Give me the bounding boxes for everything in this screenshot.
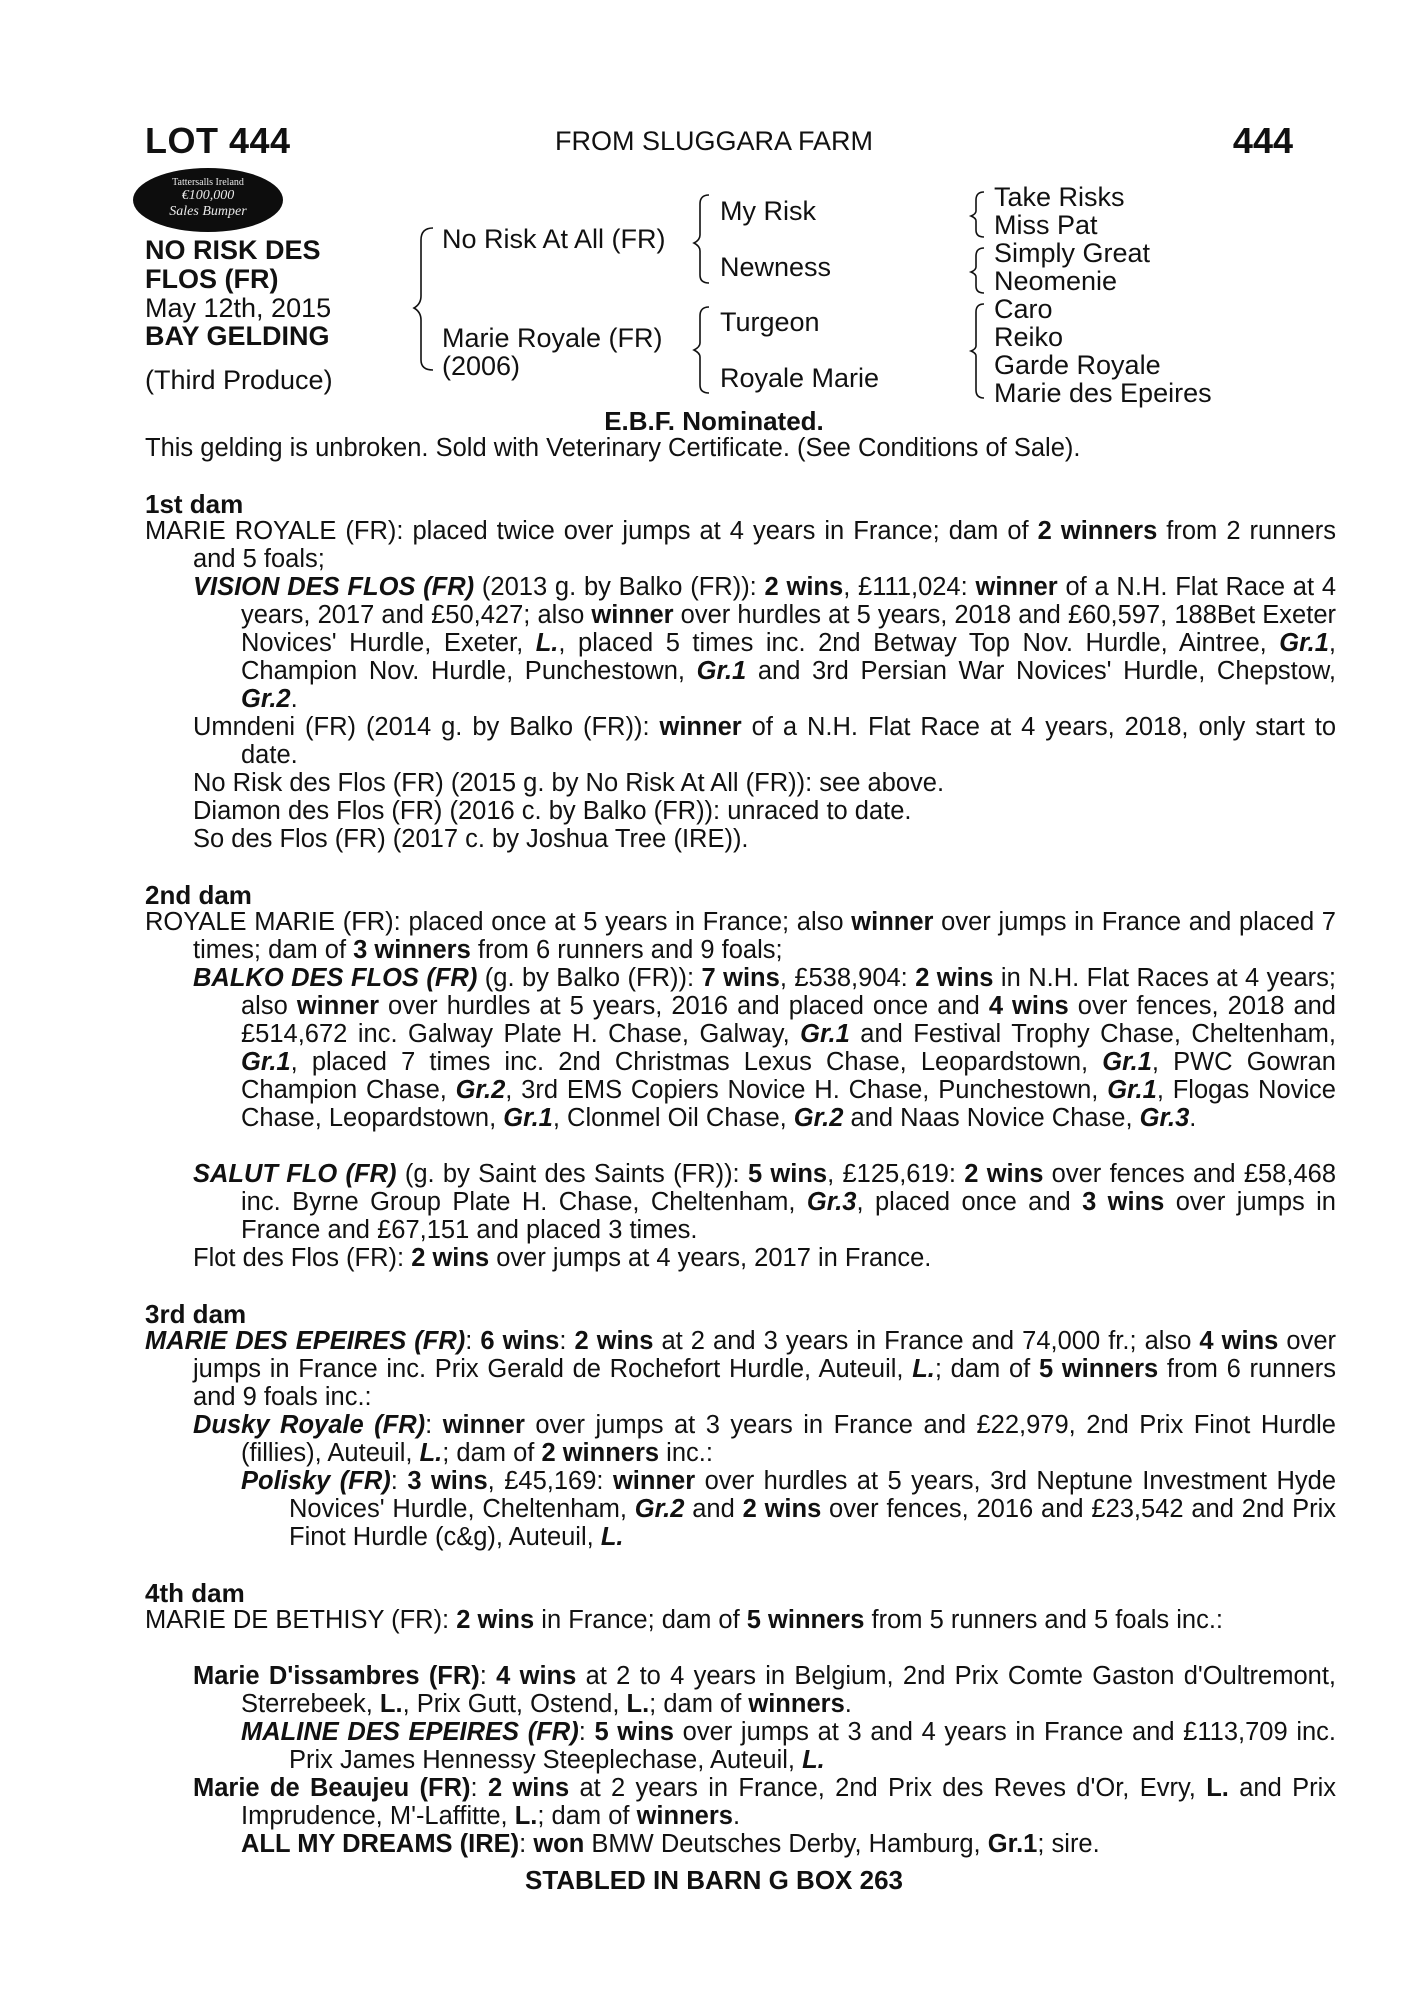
text-segment: . xyxy=(732,1802,741,1830)
text-segment: over hurdles at 5 years, 2016 and placed once and xyxy=(379,992,989,1020)
text-segment: Flot des Flos (FR): xyxy=(193,1244,412,1272)
text-segment: 4 wins xyxy=(496,1662,577,1690)
text-segment: (2013 g. by Balko (FR)): xyxy=(474,573,765,601)
text-segment: MARIE DES EPEIRES (FR) xyxy=(145,1327,466,1355)
pedigree-sire: No Risk At All (FR) xyxy=(442,224,666,254)
text-segment: winners xyxy=(748,1690,845,1718)
text-segment: , placed once and xyxy=(856,1188,1083,1216)
text-segment: in France; dam of xyxy=(534,1606,747,1634)
text-segment: : xyxy=(390,1467,408,1495)
dam3-polisky xyxy=(241,1467,1336,1551)
dam1-diamon: Diamon des Flos (FR) (2016 c. by Balko (FR)): unraced to date. xyxy=(193,797,912,825)
text-segment: , Prix Gutt, Ostend, xyxy=(402,1690,627,1718)
badge-line2: €100,000 xyxy=(181,188,235,203)
dam2-intro xyxy=(145,908,1336,964)
text-segment: from 2 runners and 5 foals; xyxy=(193,517,1336,573)
text-segment: 5 winners xyxy=(746,1606,865,1634)
text-segment: BALKO DES FLOS (FR) xyxy=(193,964,478,992)
text-segment: . xyxy=(290,685,298,713)
text-segment: 7 wins xyxy=(701,964,780,992)
pedigree-brackets xyxy=(0,0,1428,420)
text-segment: L. xyxy=(600,1523,624,1551)
text-segment: L. xyxy=(535,629,559,657)
text-segment: Gr.1 xyxy=(1107,1076,1157,1104)
lot-title: LOT 444 xyxy=(145,120,291,161)
text-segment: Gr.1 xyxy=(987,1830,1038,1858)
ebf-nominated: E.B.F. Nominated. xyxy=(604,406,824,436)
pedigree-sdd: Neomenie xyxy=(994,266,1118,296)
text-segment: , 3rd EMS Copiers Novice H. Chase, Punchestown, xyxy=(505,1076,1108,1104)
text-segment: Polisky (FR) xyxy=(241,1467,391,1495)
text-segment: Gr.1 xyxy=(1102,1048,1152,1076)
text-segment: L. xyxy=(379,1690,403,1718)
text-segment: . xyxy=(1189,1104,1197,1132)
text-segment: , £111,024: xyxy=(843,573,976,601)
dam4-marie-de-beaujeu xyxy=(193,1774,1336,1830)
text-segment: Umndeni (FR) (2014 g. by Balko (FR)): xyxy=(193,713,660,741)
text-segment: 2 winners xyxy=(541,1439,660,1467)
text-segment: ; dam of xyxy=(537,1802,637,1830)
text-segment: . xyxy=(844,1690,852,1718)
pedigree-dsd: Reiko xyxy=(994,322,1064,352)
text-segment: 2 wins xyxy=(487,1774,570,1802)
text-segment: Gr.2 xyxy=(241,685,291,713)
text-segment: from 6 runners and 9 foals inc.: xyxy=(193,1355,1336,1411)
pedigree-ddd: Marie des Epeires xyxy=(994,378,1212,408)
text-segment: ; dam of xyxy=(649,1690,749,1718)
text-segment: (g. by Saint des Saints (FR)): xyxy=(396,1160,748,1188)
text-segment: of a N.H. Flat Race at 4 years, 2018, only start to date. xyxy=(241,713,1337,769)
text-segment: in N.H. Flat Races at 4 years; also xyxy=(241,964,1337,1020)
text-segment: (g. by Balko (FR)): xyxy=(477,964,702,992)
text-segment: , £125,619: xyxy=(827,1160,965,1188)
stabling-info: STABLED IN BARN G BOX 263 xyxy=(524,1865,903,1895)
dam1-umndeni xyxy=(193,713,1336,769)
text-segment: Marie D'issambres (FR) xyxy=(193,1662,480,1690)
pedigree-sds: Simply Great xyxy=(994,238,1151,268)
text-segment: over jumps in France and placed 7 times; dam of xyxy=(193,908,1336,964)
text-segment: Gr.1 xyxy=(503,1104,553,1132)
text-segment: over jumps in France inc. Prix Gerald de Rochefort Hurdle, Auteuil, xyxy=(193,1327,1337,1383)
text-segment: L. xyxy=(802,1746,825,1774)
text-segment: winner xyxy=(659,713,742,741)
text-segment: at 2 years in France, 2nd Prix des Reves d'Or, Evry, xyxy=(569,1774,1207,1802)
badge-line1: Tattersalls Ireland xyxy=(172,177,244,188)
text-segment: and Naas Novice Chase, xyxy=(843,1104,1140,1132)
dam2-heading: 2nd dam xyxy=(145,880,252,910)
text-segment: Gr.3 xyxy=(1139,1104,1190,1132)
pedigree-ssd: Miss Pat xyxy=(994,210,1098,240)
text-segment: VISION DES FLOS (FR) xyxy=(193,573,475,601)
pedigree-sire-dam: Newness xyxy=(720,252,832,282)
text-segment: L. xyxy=(912,1355,935,1383)
pedigree-dss: Caro xyxy=(994,294,1053,324)
text-segment: 2 winners xyxy=(1037,517,1158,545)
text-segment: : xyxy=(519,1830,534,1858)
pedigree-sire-sire: My Risk xyxy=(720,196,816,226)
text-segment: Marie de Beaujeu (FR) xyxy=(193,1774,471,1802)
text-segment: , PWC Gowran Champion Chase, xyxy=(241,1048,1336,1104)
text-segment: ; dam of xyxy=(934,1355,1039,1383)
text-segment: over hurdles at 5 years, 2018 and £60,597, 188Bet Exeter Novices' Hurdle, Exeter, xyxy=(241,601,1336,657)
badge-line3: Sales Bumper xyxy=(169,204,247,219)
text-segment: over fences, 2018 and £514,672 inc. Galway Plate H. Chase, Galway, xyxy=(241,992,1336,1048)
text-segment: L. xyxy=(419,1439,443,1467)
text-segment: Gr.2 xyxy=(455,1076,506,1104)
text-segment: L. xyxy=(1206,1774,1229,1802)
text-segment: ROYALE MARIE (FR): placed once at 5 years in France; also xyxy=(145,908,852,936)
text-segment: , £538,904: xyxy=(779,964,916,992)
horse-name-line1: NO RISK DES xyxy=(145,235,321,265)
pedigree-sss: Take Risks xyxy=(994,182,1125,212)
horse-dob: May 12th, 2015 xyxy=(145,293,332,323)
pedigree-dam-sire: Turgeon xyxy=(720,307,820,337)
text-segment: 2 wins xyxy=(915,964,994,992)
dam1-heading: 1st dam xyxy=(145,489,244,519)
pedigree-dam-dam: Royale Marie xyxy=(720,363,880,393)
pedigree-dds: Garde Royale xyxy=(994,350,1161,380)
text-segment: over fences and £58,468 inc. Byrne Group Plate H. Chase, Cheltenham, xyxy=(241,1160,1336,1216)
text-segment: MALINE DES EPEIRES (FR) xyxy=(241,1718,579,1746)
text-segment: Gr.1 xyxy=(800,1020,850,1048)
text-segment: : xyxy=(470,1774,488,1802)
text-segment: 5 wins xyxy=(747,1160,828,1188)
text-segment: over jumps in France and £67,151 and placed 3 times. xyxy=(241,1188,1336,1244)
text-segment: winner xyxy=(851,908,934,936)
text-segment: winner xyxy=(591,601,674,629)
pedigree-dam-year: (2006) xyxy=(442,351,521,381)
text-segment: 4 wins xyxy=(1199,1327,1279,1355)
text-segment: winner xyxy=(442,1411,525,1439)
dam4-heading: 4th dam xyxy=(145,1578,245,1608)
text-segment: : xyxy=(425,1411,443,1439)
sale-note: This gelding is unbroken. Sold with Veterinary Certificate. (See Conditions of Sale). xyxy=(145,434,1081,462)
text-segment: ; dam of xyxy=(442,1439,542,1467)
dam1-so-des-flos: So des Flos (FR) (2017 c. by Joshua Tree (IRE)). xyxy=(193,825,749,853)
dam4-maline-des-epeires xyxy=(241,1718,1336,1774)
text-segment: over fences, 2016 and £23,542 and 2nd Prix Finot Hurdle (c&g), Auteuil, xyxy=(289,1495,1336,1551)
text-segment: MARIE ROYALE (FR): placed twice over jumps at 4 years in France; dam of xyxy=(145,517,1038,545)
text-segment: MARIE DE BETHISY (FR): xyxy=(145,1606,457,1634)
text-segment: 2 wins xyxy=(964,1160,1044,1188)
text-segment: BMW Deutsches Derby, Hamburg, xyxy=(584,1830,988,1858)
dam3-intro xyxy=(145,1327,1336,1411)
horse-produce: (Third Produce) xyxy=(145,365,333,395)
pedigree-dam: Marie Royale (FR) xyxy=(442,323,663,353)
text-segment: Gr.1 xyxy=(241,1048,291,1076)
text-segment: 3 wins xyxy=(1082,1188,1165,1216)
text-segment: L. xyxy=(626,1690,650,1718)
text-segment: 6 wins xyxy=(480,1327,560,1355)
text-segment: winner xyxy=(612,1467,696,1495)
text-segment: 3 winners xyxy=(353,936,471,964)
text-segment: , £45,169: xyxy=(487,1467,613,1495)
dam3-dusky-royale xyxy=(193,1411,1336,1467)
text-segment: inc.: xyxy=(659,1439,713,1467)
text-segment: over jumps at 3 years in France and £22,979, 2nd Prix Finot Hurdle (fillies), Auteuil, xyxy=(241,1411,1336,1467)
text-segment: 2 wins xyxy=(574,1327,654,1355)
text-segment: : xyxy=(465,1327,481,1355)
text-segment: 5 wins xyxy=(594,1718,674,1746)
text-segment: 5 winners xyxy=(1038,1355,1159,1383)
text-segment: at 2 and 3 years in France and 74,000 fr.; also xyxy=(653,1327,1200,1355)
horse-name-line2: FLOS (FR) xyxy=(145,264,279,294)
dam1-no-risk: No Risk des Flos (FR) (2015 g. by No Risk At All (FR)): see above. xyxy=(193,769,945,797)
text-segment: 3 wins xyxy=(407,1467,488,1495)
text-segment: of a N.H. Flat Race at 4 years, 2017 and £50,427; also xyxy=(241,573,1337,629)
vendor-line: FROM SLUGGARA FARM xyxy=(554,126,874,156)
dam2-salut-flo xyxy=(193,1160,1336,1244)
text-segment: at 2 to 4 years in Belgium, 2nd Prix Comte Gaston d'Oultremont, Sterrebeek, xyxy=(241,1662,1337,1718)
text-segment: Gr.2 xyxy=(793,1104,844,1132)
text-segment: and Prix Imprudence, M'-Laffitte, xyxy=(241,1774,1336,1830)
text-segment: ALL MY DREAMS (IRE) xyxy=(241,1830,520,1858)
dam4-marie-dissambres xyxy=(193,1662,1336,1718)
text-segment: and 3rd Persian War Novices' Hurdle, Chepstow, xyxy=(746,657,1336,685)
horse-sex-color: BAY GELDING xyxy=(145,321,330,351)
text-segment: winner xyxy=(975,573,1058,601)
text-segment: : xyxy=(479,1662,497,1690)
text-segment: from 5 runners and 5 foals inc.: xyxy=(864,1606,1224,1634)
text-segment: from 6 runners and 9 foals; xyxy=(470,936,783,964)
text-segment: over jumps at 4 years, 2017 in France. xyxy=(489,1244,932,1272)
text-segment: and xyxy=(684,1495,743,1523)
lot-number: 444 xyxy=(1232,120,1293,161)
text-segment: , placed 7 times inc. 2nd Christmas Lexus Chase, Leopardstown, xyxy=(290,1048,1103,1076)
text-segment: : xyxy=(578,1718,595,1746)
text-segment: Gr.2 xyxy=(634,1495,685,1523)
text-segment: over jumps at 3 and 4 years in France and £113,709 inc. Prix James Hennessy Steeplechase, Auteuil, xyxy=(289,1718,1336,1774)
dam4-intro xyxy=(145,1606,1336,1634)
text-segment: won xyxy=(533,1830,585,1858)
dam1-vision-des-flos xyxy=(193,573,1336,713)
text-segment: SALUT FLO (FR) xyxy=(193,1160,397,1188)
text-segment: 2 wins xyxy=(411,1244,490,1272)
dam1-intro xyxy=(145,517,1336,573)
text-segment: , Champion Nov. Hurdle, Punchestown, xyxy=(241,629,1336,685)
text-segment: , placed 5 times inc. 2nd Betway Top Nov. Hurdle, Aintree, xyxy=(558,629,1280,657)
text-segment: 2 wins xyxy=(764,573,844,601)
text-segment: and Festival Trophy Chase, Cheltenham, xyxy=(849,1020,1336,1048)
text-segment: 2 wins xyxy=(742,1495,822,1523)
text-segment: : xyxy=(559,1327,575,1355)
text-segment: 4 wins xyxy=(988,992,1069,1020)
text-segment: over hurdles at 5 years, 3rd Neptune Investment Hyde Novices' Hurdle, Cheltenham, xyxy=(289,1467,1337,1523)
dam2-flot-des-flos xyxy=(193,1244,931,1272)
text-segment: winner xyxy=(296,992,380,1020)
text-segment: winners xyxy=(636,1802,733,1830)
text-segment: Gr.3 xyxy=(806,1188,857,1216)
dam2-balko-des-flos xyxy=(193,964,1336,1132)
text-segment: 2 wins xyxy=(456,1606,535,1634)
dam3-heading: 3rd dam xyxy=(145,1299,247,1329)
text-segment: Dusky Royale (FR) xyxy=(193,1411,426,1439)
text-segment: , Clonmel Oil Chase, xyxy=(552,1104,794,1132)
text-segment: Gr.1 xyxy=(696,657,747,685)
text-segment: ; sire. xyxy=(1037,1830,1100,1858)
text-segment: Gr.1 xyxy=(1279,629,1329,657)
dam4-all-my-dreams xyxy=(241,1830,1288,1858)
text-segment: L. xyxy=(514,1802,538,1830)
text-segment: , Flogas Novice Chase, Leopardstown, xyxy=(241,1076,1336,1132)
